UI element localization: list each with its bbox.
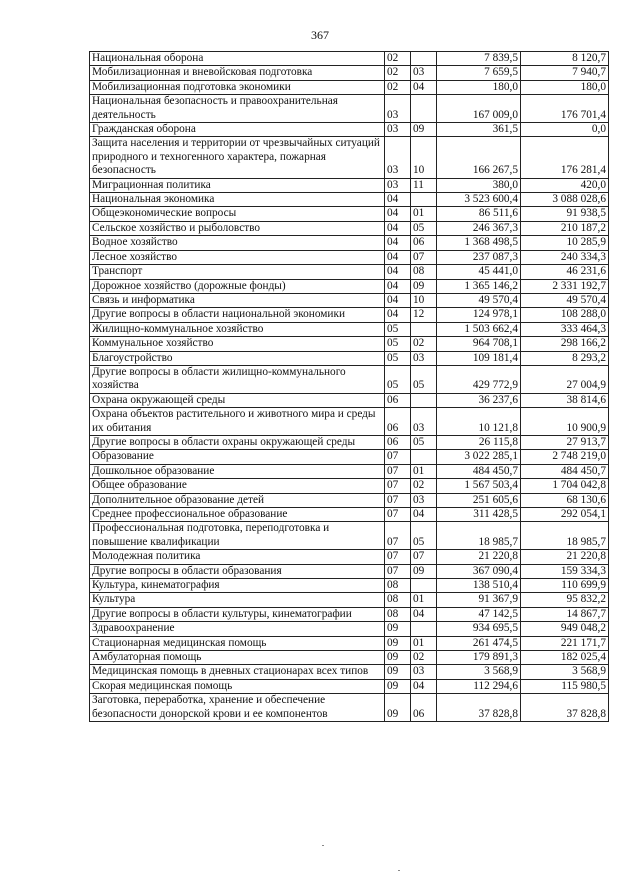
scan-speck — [398, 870, 400, 871]
row-amount-2: 8 120,7 — [521, 52, 609, 66]
row-subsection-code: 09 — [411, 123, 437, 137]
row-name-cell: Культура, кинематография — [90, 579, 385, 593]
table-row — [90, 178, 609, 192]
row-amount-1: 367 090,4 — [437, 564, 521, 578]
row-name-cell: Молодежная политика — [90, 550, 385, 564]
row-section-code: 04 — [385, 193, 411, 207]
row-subsection-code: 01 — [411, 207, 437, 221]
row-amount-1: 167 009,0 — [437, 95, 521, 123]
row-amount-2: 27 004,9 — [521, 365, 609, 393]
table-row — [90, 265, 609, 279]
row-subsection-code: 01 — [411, 464, 437, 478]
row-amount-1: 964 708,1 — [437, 337, 521, 351]
row-amount-2: 37 828,8 — [521, 694, 609, 722]
row-amount-2: 3 088 028,6 — [521, 193, 609, 207]
table-row — [90, 322, 609, 336]
row-amount-1: 37 828,8 — [437, 694, 521, 722]
row-subsection-code — [411, 95, 437, 123]
row-subsection-code: 08 — [411, 265, 437, 279]
row-amount-2: 8 293,2 — [521, 351, 609, 365]
row-amount-2: 484 450,7 — [521, 464, 609, 478]
row-amount-1: 112 294,6 — [437, 679, 521, 693]
row-amount-1: 261 474,5 — [437, 636, 521, 650]
row-amount-2: 21 220,8 — [521, 550, 609, 564]
row-section-code: 04 — [385, 308, 411, 322]
row-subsection-code — [411, 193, 437, 207]
row-subsection-code: 03 — [411, 493, 437, 507]
row-amount-1: 1 365 146,2 — [437, 279, 521, 293]
row-section-code: 09 — [385, 665, 411, 679]
row-name-cell: Стационарная медицинская помощь — [90, 636, 385, 650]
row-name-cell: Другие вопросы в области жилищно-коммунального хозяйства — [90, 365, 385, 393]
table-row — [90, 651, 609, 665]
budget-table-body — [90, 52, 609, 722]
row-section-code: 09 — [385, 679, 411, 693]
row-amount-1: 180,0 — [437, 80, 521, 94]
row-name-cell: Жилищно-коммунальное хозяйство — [90, 322, 385, 336]
table-row — [90, 679, 609, 693]
row-amount-2: 1 704 042,8 — [521, 479, 609, 493]
row-subsection-code — [411, 622, 437, 636]
table-row — [90, 193, 609, 207]
row-amount-1: 246 367,3 — [437, 221, 521, 235]
row-amount-1: 1 567 503,4 — [437, 479, 521, 493]
row-section-code: 04 — [385, 236, 411, 250]
row-name-cell: Дорожное хозяйство (дорожные фонды) — [90, 279, 385, 293]
row-name-cell: Дошкольное образование — [90, 464, 385, 478]
row-name-cell: Дополнительное образование детей — [90, 493, 385, 507]
row-name-cell: Национальная безопасность и правоохранительная деятельность — [90, 95, 385, 123]
row-subsection-code: 04 — [411, 80, 437, 94]
row-name-cell: Сельское хозяйство и рыболовство — [90, 221, 385, 235]
row-amount-2: 38 814,6 — [521, 393, 609, 407]
table-row — [90, 279, 609, 293]
row-amount-2: 108 288,0 — [521, 308, 609, 322]
row-amount-2: 221 171,7 — [521, 636, 609, 650]
row-section-code: 04 — [385, 207, 411, 221]
row-amount-2: 95 832,2 — [521, 593, 609, 607]
row-name-cell: Защита населения и территории от чрезвычайных ситуаций природного и техногенного характера, пожарная безопасность — [90, 137, 385, 178]
row-subsection-code: 07 — [411, 550, 437, 564]
row-section-code: 04 — [385, 265, 411, 279]
row-amount-1: 429 772,9 — [437, 365, 521, 393]
row-name-cell: Охрана окружающей среды — [90, 393, 385, 407]
row-name-cell: Амбулаторная помощь — [90, 651, 385, 665]
row-subsection-code: 07 — [411, 250, 437, 264]
row-amount-2: 115 980,5 — [521, 679, 609, 693]
row-name-cell: Охрана объектов растительного и животного мира и среды их обитания — [90, 408, 385, 436]
row-amount-2: 182 025,4 — [521, 651, 609, 665]
row-name-cell: Общеэкономические вопросы — [90, 207, 385, 221]
row-subsection-code: 04 — [411, 508, 437, 522]
row-section-code: 08 — [385, 607, 411, 621]
table-row — [90, 137, 609, 178]
row-amount-1: 91 367,9 — [437, 593, 521, 607]
row-subsection-code: 12 — [411, 308, 437, 322]
table-row — [90, 221, 609, 235]
row-amount-2: 7 940,7 — [521, 66, 609, 80]
row-amount-1: 21 220,8 — [437, 550, 521, 564]
row-amount-2: 2 331 192,7 — [521, 279, 609, 293]
table-row — [90, 123, 609, 137]
row-amount-1: 138 510,4 — [437, 579, 521, 593]
scan-speck — [322, 845, 324, 846]
row-amount-1: 7 839,5 — [437, 52, 521, 66]
table-row — [90, 435, 609, 449]
row-section-code: 08 — [385, 593, 411, 607]
row-name-cell: Национальная экономика — [90, 193, 385, 207]
table-row — [90, 337, 609, 351]
table-row — [90, 607, 609, 621]
table-row — [90, 636, 609, 650]
row-name-cell: Другие вопросы в области культуры, кинематографии — [90, 607, 385, 621]
row-amount-1: 109 181,4 — [437, 351, 521, 365]
row-subsection-code: 05 — [411, 435, 437, 449]
row-name-cell: Благоустройство — [90, 351, 385, 365]
table-row — [90, 207, 609, 221]
row-name-cell: Связь и информатика — [90, 293, 385, 307]
row-amount-1: 251 605,6 — [437, 493, 521, 507]
row-section-code: 04 — [385, 221, 411, 235]
row-name-cell: Мобилизационная и вневойсковая подготовка — [90, 66, 385, 80]
row-amount-1: 311 428,5 — [437, 508, 521, 522]
row-section-code: 02 — [385, 52, 411, 66]
row-name-cell: Среднее профессиональное образование — [90, 508, 385, 522]
row-subsection-code — [411, 450, 437, 464]
row-section-code: 03 — [385, 137, 411, 178]
table-row — [90, 694, 609, 722]
row-section-code: 04 — [385, 250, 411, 264]
row-section-code: 05 — [385, 337, 411, 351]
row-section-code: 05 — [385, 365, 411, 393]
row-amount-2: 333 464,3 — [521, 322, 609, 336]
row-subsection-code: 09 — [411, 279, 437, 293]
table-row — [90, 236, 609, 250]
row-amount-2: 3 568,9 — [521, 665, 609, 679]
row-subsection-code: 06 — [411, 236, 437, 250]
table-row — [90, 95, 609, 123]
row-name-cell: Скорая медицинская помощь — [90, 679, 385, 693]
row-name-cell: Национальная оборона — [90, 52, 385, 66]
row-name-cell: Коммунальное хозяйство — [90, 337, 385, 351]
row-section-code: 03 — [385, 95, 411, 123]
row-name-cell: Другие вопросы в области образования — [90, 564, 385, 578]
row-amount-2: 180,0 — [521, 80, 609, 94]
row-section-code: 05 — [385, 322, 411, 336]
table-row — [90, 522, 609, 550]
row-subsection-code: 05 — [411, 221, 437, 235]
row-subsection-code — [411, 322, 437, 336]
row-name-cell: Другие вопросы в области охраны окружающей среды — [90, 435, 385, 449]
row-subsection-code: 09 — [411, 564, 437, 578]
table-row — [90, 665, 609, 679]
row-section-code: 07 — [385, 493, 411, 507]
row-amount-2: 14 867,7 — [521, 607, 609, 621]
row-amount-1: 10 121,8 — [437, 408, 521, 436]
row-section-code: 06 — [385, 408, 411, 436]
row-amount-2: 110 699,9 — [521, 579, 609, 593]
row-amount-2: 18 985,7 — [521, 522, 609, 550]
table-row — [90, 52, 609, 66]
table-row — [90, 393, 609, 407]
row-amount-2: 210 187,2 — [521, 221, 609, 235]
row-amount-1: 36 237,6 — [437, 393, 521, 407]
row-subsection-code: 01 — [411, 636, 437, 650]
row-amount-2: 949 048,2 — [521, 622, 609, 636]
row-subsection-code: 02 — [411, 651, 437, 665]
row-subsection-code: 04 — [411, 679, 437, 693]
table-row — [90, 508, 609, 522]
row-amount-1: 179 891,3 — [437, 651, 521, 665]
row-amount-1: 3 022 285,1 — [437, 450, 521, 464]
table-row — [90, 308, 609, 322]
row-name-cell: Гражданская оборона — [90, 123, 385, 137]
row-section-code: 03 — [385, 123, 411, 137]
row-amount-1: 237 087,3 — [437, 250, 521, 264]
row-section-code: 06 — [385, 393, 411, 407]
row-section-code: 09 — [385, 651, 411, 665]
row-amount-2: 46 231,6 — [521, 265, 609, 279]
row-amount-2: 49 570,4 — [521, 293, 609, 307]
row-amount-2: 159 334,3 — [521, 564, 609, 578]
row-section-code: 04 — [385, 279, 411, 293]
table-row — [90, 293, 609, 307]
row-section-code: 04 — [385, 293, 411, 307]
row-amount-1: 361,5 — [437, 123, 521, 137]
row-subsection-code: 02 — [411, 479, 437, 493]
table-row — [90, 365, 609, 393]
row-amount-1: 45 441,0 — [437, 265, 521, 279]
row-name-cell: Лесное хозяйство — [90, 250, 385, 264]
table-row — [90, 80, 609, 94]
row-section-code: 09 — [385, 694, 411, 722]
page-number: 367 — [311, 28, 329, 42]
row-subsection-code: 03 — [411, 351, 437, 365]
row-section-code: 07 — [385, 550, 411, 564]
row-name-cell: Миграционная политика — [90, 178, 385, 192]
row-name-cell: Мобилизационная подготовка экономики — [90, 80, 385, 94]
row-amount-1: 26 115,8 — [437, 435, 521, 449]
row-amount-2: 420,0 — [521, 178, 609, 192]
table-row — [90, 250, 609, 264]
table-row — [90, 593, 609, 607]
row-section-code: 06 — [385, 435, 411, 449]
row-amount-1: 3 568,9 — [437, 665, 521, 679]
row-name-cell: Медицинская помощь в дневных стационарах всех типов — [90, 665, 385, 679]
row-amount-2: 292 054,1 — [521, 508, 609, 522]
row-name-cell: Профессиональная подготовка, переподготовка и повышение квалификации — [90, 522, 385, 550]
row-amount-1: 86 511,6 — [437, 207, 521, 221]
row-amount-1: 1 368 498,5 — [437, 236, 521, 250]
row-amount-1: 49 570,4 — [437, 293, 521, 307]
row-subsection-code — [411, 579, 437, 593]
row-subsection-code: 03 — [411, 408, 437, 436]
budget-table — [89, 51, 609, 722]
row-amount-1: 7 659,5 — [437, 66, 521, 80]
row-amount-1: 166 267,5 — [437, 137, 521, 178]
table-row — [90, 564, 609, 578]
row-section-code: 02 — [385, 80, 411, 94]
row-section-code: 02 — [385, 66, 411, 80]
row-amount-1: 484 450,7 — [437, 464, 521, 478]
row-amount-2: 298 166,2 — [521, 337, 609, 351]
row-name-cell: Транспорт — [90, 265, 385, 279]
row-section-code: 07 — [385, 450, 411, 464]
row-section-code: 07 — [385, 564, 411, 578]
row-section-code: 05 — [385, 351, 411, 365]
table-row — [90, 408, 609, 436]
row-amount-2: 10 285,9 — [521, 236, 609, 250]
row-section-code: 07 — [385, 522, 411, 550]
row-subsection-code: 10 — [411, 293, 437, 307]
table-row — [90, 479, 609, 493]
row-name-cell: Заготовка, переработка, хранение и обеспечение безопасности донорской крови и ее компонентов — [90, 694, 385, 722]
row-subsection-code: 05 — [411, 365, 437, 393]
table-row — [90, 622, 609, 636]
row-name-cell: Образование — [90, 450, 385, 464]
row-subsection-code — [411, 393, 437, 407]
row-subsection-code: 11 — [411, 178, 437, 192]
row-amount-1: 18 985,7 — [437, 522, 521, 550]
row-name-cell: Водное хозяйство — [90, 236, 385, 250]
row-amount-2: 68 130,6 — [521, 493, 609, 507]
row-section-code: 07 — [385, 508, 411, 522]
row-amount-2: 240 334,3 — [521, 250, 609, 264]
table-row — [90, 493, 609, 507]
row-name-cell: Другие вопросы в области национальной экономики — [90, 308, 385, 322]
row-amount-1: 934 695,5 — [437, 622, 521, 636]
row-name-cell: Здравоохранение — [90, 622, 385, 636]
row-amount-2: 2 748 219,0 — [521, 450, 609, 464]
row-section-code: 09 — [385, 622, 411, 636]
row-subsection-code: 03 — [411, 665, 437, 679]
table-row — [90, 450, 609, 464]
row-section-code: 03 — [385, 178, 411, 192]
row-name-cell: Общее образование — [90, 479, 385, 493]
row-subsection-code: 10 — [411, 137, 437, 178]
row-amount-2: 27 913,7 — [521, 435, 609, 449]
row-subsection-code — [411, 52, 437, 66]
row-subsection-code: 04 — [411, 607, 437, 621]
row-amount-1: 3 523 600,4 — [437, 193, 521, 207]
table-row — [90, 579, 609, 593]
row-subsection-code: 01 — [411, 593, 437, 607]
row-section-code: 08 — [385, 579, 411, 593]
row-amount-2: 91 938,5 — [521, 207, 609, 221]
row-subsection-code: 06 — [411, 694, 437, 722]
row-amount-2: 0,0 — [521, 123, 609, 137]
row-section-code: 09 — [385, 636, 411, 650]
row-amount-2: 176 281,4 — [521, 137, 609, 178]
row-section-code: 07 — [385, 464, 411, 478]
table-row — [90, 351, 609, 365]
row-amount-1: 124 978,1 — [437, 308, 521, 322]
table-row — [90, 550, 609, 564]
row-subsection-code: 02 — [411, 337, 437, 351]
row-amount-1: 47 142,5 — [437, 607, 521, 621]
row-amount-2: 176 701,4 — [521, 95, 609, 123]
table-row — [90, 66, 609, 80]
row-section-code: 07 — [385, 479, 411, 493]
row-subsection-code: 05 — [411, 522, 437, 550]
row-amount-1: 1 503 662,4 — [437, 322, 521, 336]
table-row — [90, 464, 609, 478]
row-name-cell: Культура — [90, 593, 385, 607]
row-amount-2: 10 900,9 — [521, 408, 609, 436]
row-amount-1: 380,0 — [437, 178, 521, 192]
row-subsection-code: 03 — [411, 66, 437, 80]
